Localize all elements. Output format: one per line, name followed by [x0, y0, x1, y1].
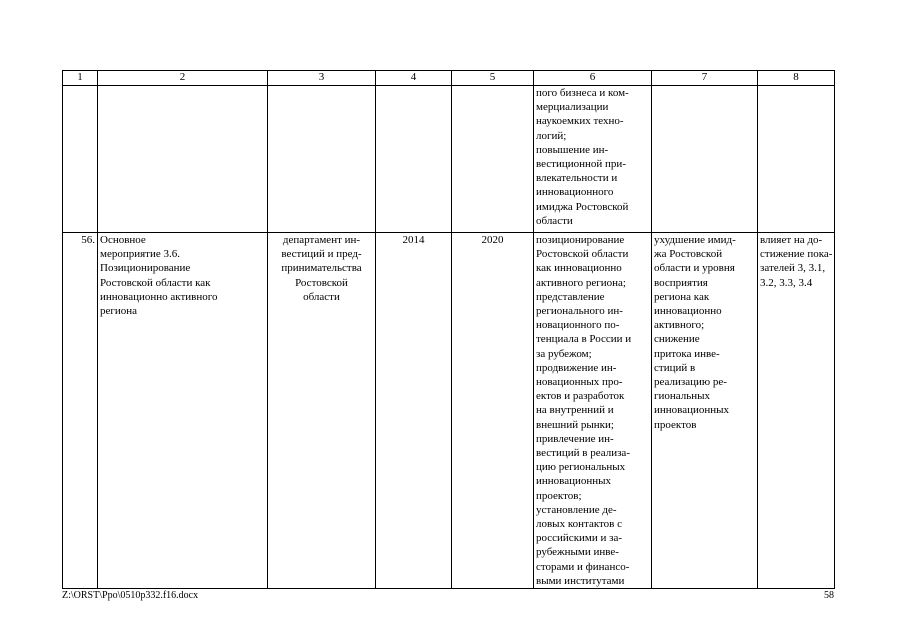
cont-cell-5 — [452, 86, 534, 233]
header-col-5: 5 — [452, 71, 534, 86]
text-line: области — [303, 290, 340, 303]
text-line: позиционирование — [536, 234, 625, 246]
page-number: 58 — [824, 590, 834, 601]
header-col-1: 1 — [63, 71, 98, 86]
text-line: инновационного — [536, 186, 614, 199]
footer-file-path: Z:\ORST\Ppo\0510p332.f16.docx — [62, 590, 199, 601]
start-year: 2014 — [376, 233, 452, 589]
header-row — [63, 71, 835, 86]
text-line: жа Ростовской — [654, 248, 723, 261]
related-indicators — [758, 233, 835, 589]
text-line: инновационных — [654, 404, 730, 417]
text-line: департамент ин- — [282, 234, 361, 246]
cont-cell-2 — [98, 86, 268, 233]
text-line: региона как — [654, 290, 710, 303]
text-line: активного региона; — [536, 276, 626, 289]
header-col-3: 3 — [268, 71, 376, 86]
text-line: российскими и за- — [536, 532, 623, 545]
text-line: инновационно активного — [100, 290, 218, 303]
cont-cell-result — [534, 86, 652, 233]
text-line: восприятия — [654, 276, 708, 289]
cont-cell-1 — [63, 86, 98, 233]
text-line: Ростовской области как — [100, 276, 211, 289]
table-row-56 — [63, 233, 835, 589]
text-line: притока инве- — [654, 347, 720, 360]
text-line: новационного по- — [536, 319, 620, 332]
text-line: ухудшение имид- — [654, 234, 736, 246]
text-line: рубежными инве- — [536, 546, 619, 559]
text-line: пого бизнеса и ком- — [536, 87, 629, 99]
text-line: Основное — [100, 234, 146, 246]
text-line: цию региональных — [536, 461, 626, 474]
text-line: ектов и разработок — [536, 390, 625, 403]
text-line: тенциала в России и — [536, 333, 632, 346]
text-line: повышение ин- — [536, 143, 609, 156]
continuation-row — [63, 86, 835, 233]
text-line: стиций в — [654, 361, 696, 374]
executor — [268, 233, 376, 589]
row-number: 56. — [63, 233, 98, 589]
cont-cell-7 — [652, 86, 758, 233]
text-line: области — [536, 214, 573, 227]
header-col-4: 4 — [376, 71, 452, 86]
text-line: влияет на до- — [760, 234, 823, 246]
text-line: привлечение ин- — [536, 432, 614, 445]
text-line: зателей 3, 3.1, — [760, 262, 826, 275]
text-line: Позиционирование — [100, 262, 191, 275]
text-line: снижение — [654, 333, 700, 346]
expected-result — [534, 233, 652, 589]
text-line: стижение пока- — [760, 248, 833, 261]
program-table — [62, 70, 835, 589]
header-col-6: 6 — [534, 71, 652, 86]
text-line: сторами и финансо- — [536, 560, 630, 573]
text-line: ловых контактов с — [536, 518, 623, 531]
text-line: имиджа Ростовской — [536, 200, 629, 213]
text-line: Ростовской области — [536, 248, 629, 261]
text-line: Ростовской — [295, 276, 348, 289]
text-line: за рубежом; — [536, 347, 592, 360]
text-line: принимательства — [281, 262, 362, 275]
text-line: активного; — [654, 319, 705, 332]
text-line: проектов — [654, 418, 697, 431]
text-line: гиональных — [654, 390, 711, 403]
text-line: логий; — [536, 129, 567, 142]
cont-cell-4 — [376, 86, 452, 233]
text-line: 3.2, 3.3, 3.4 — [760, 276, 813, 289]
text-line: выми институтами — [536, 574, 625, 587]
text-line: реализацию ре- — [654, 376, 727, 389]
header-col-7: 7 — [652, 71, 758, 86]
text-line: региона — [100, 305, 138, 318]
text-line: продвижение ин- — [536, 361, 617, 374]
header-col-8: 8 — [758, 71, 835, 86]
text-line: вестиционной при- — [536, 158, 626, 171]
text-line: наукоемких техно- — [536, 115, 624, 128]
text-line: влекательности и — [536, 172, 618, 185]
cont-cell-3 — [268, 86, 376, 233]
text-line: вестиций в реализа- — [536, 447, 630, 460]
text-line: вестиций и пред- — [281, 248, 362, 261]
text-line: мероприятие 3.6. — [100, 248, 181, 261]
text-line: как инновационно — [536, 262, 622, 275]
text-line: на внутренний и — [536, 404, 614, 417]
text-line: инновационно — [654, 305, 722, 318]
text-line: установление де- — [536, 503, 617, 516]
text-line: инновационных — [536, 475, 612, 488]
text-line: внешний рынки; — [536, 418, 614, 431]
end-year: 2020 — [452, 233, 534, 589]
text-line: проектов; — [536, 489, 582, 502]
header-col-2: 2 — [98, 71, 268, 86]
non-implementation-consequences — [652, 233, 758, 589]
text-line: мерциализации — [536, 101, 609, 114]
activity-name — [98, 233, 268, 589]
text-line: регионального ин- — [536, 305, 623, 318]
text-line: новационных про- — [536, 376, 623, 389]
cont-cell-8 — [758, 86, 835, 233]
text-line: представление — [536, 290, 605, 303]
text-line: области и уровня — [654, 262, 735, 275]
